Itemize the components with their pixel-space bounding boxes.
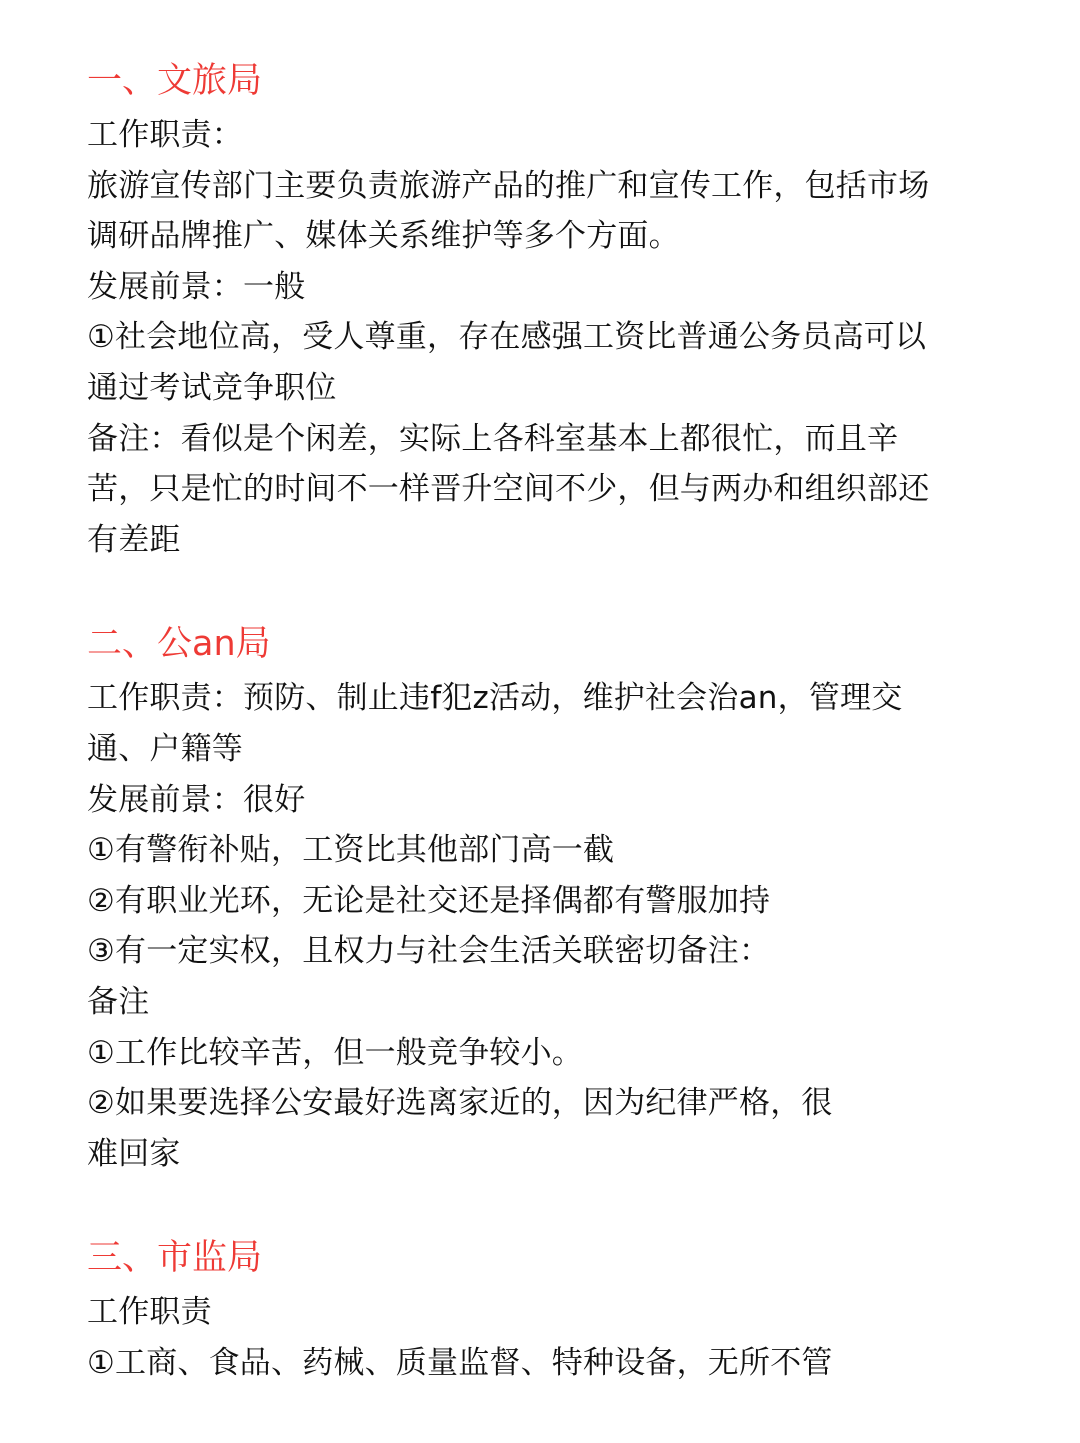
text-line: 发展前景：很好 bbox=[87, 781, 306, 818]
section-market-supervision-bureau bbox=[87, 1229, 984, 1388]
text-line: 通过考试竞争职位 bbox=[87, 369, 337, 406]
text-line: ②有职业光环，无论是社交还是择偶都有警服加持 bbox=[87, 882, 771, 919]
text-line: ③有一定实权，且权力与社会生活关联密切备注： bbox=[87, 933, 771, 970]
text-line: 备注：看似是个闲差，实际上各科室基本上都很忙，而且辛 bbox=[87, 420, 899, 457]
text-line: ①社会地位高，受人尊重，存在感强工资比普通公务员高可以 bbox=[87, 319, 927, 356]
text-line: 旅游宣传部门主要负责旅游产品的推广和宣传工作，包括市场 bbox=[87, 167, 930, 204]
text-line: 备注 bbox=[87, 983, 150, 1020]
section-title: 二、公an局 bbox=[87, 624, 271, 665]
text-line: 通、户籍等 bbox=[87, 730, 243, 767]
text-line: ①工作比较辛苦，但一般竞争较小。 bbox=[87, 1034, 583, 1071]
text-line: ①有警衔补贴，工资比其他部门高一截 bbox=[87, 832, 615, 869]
text-line: 有差距 bbox=[87, 521, 181, 558]
text-line: 调研品牌推广、媒体关系维护等多个方面。 bbox=[87, 218, 680, 255]
text-line: 发展前景：一般 bbox=[87, 268, 306, 305]
section-public-security-bureau bbox=[87, 615, 984, 1179]
text-line: ②如果要选择公安最好选离家近的，因为纪律严格，很 bbox=[87, 1085, 833, 1122]
section-culture-tourism-bureau bbox=[87, 52, 984, 565]
section-title: 一、文旅局 bbox=[87, 61, 263, 101]
text-line: 工作职责：预防、制止违f犯z活动，维护社会治an，管理交 bbox=[87, 680, 903, 717]
text-line: ①工商、食品、药械、质量监督、特种设备，无所不管 bbox=[87, 1344, 833, 1381]
text-line: 工作职责： bbox=[87, 117, 243, 153]
text-line: 工作职责 bbox=[87, 1294, 212, 1331]
text-line: 难回家 bbox=[87, 1135, 181, 1172]
section-title: 三、市监局 bbox=[87, 1238, 263, 1279]
text-line: 苦，只是忙的时间不一样晋升空间不少，但与两办和组织部还 bbox=[87, 471, 930, 508]
